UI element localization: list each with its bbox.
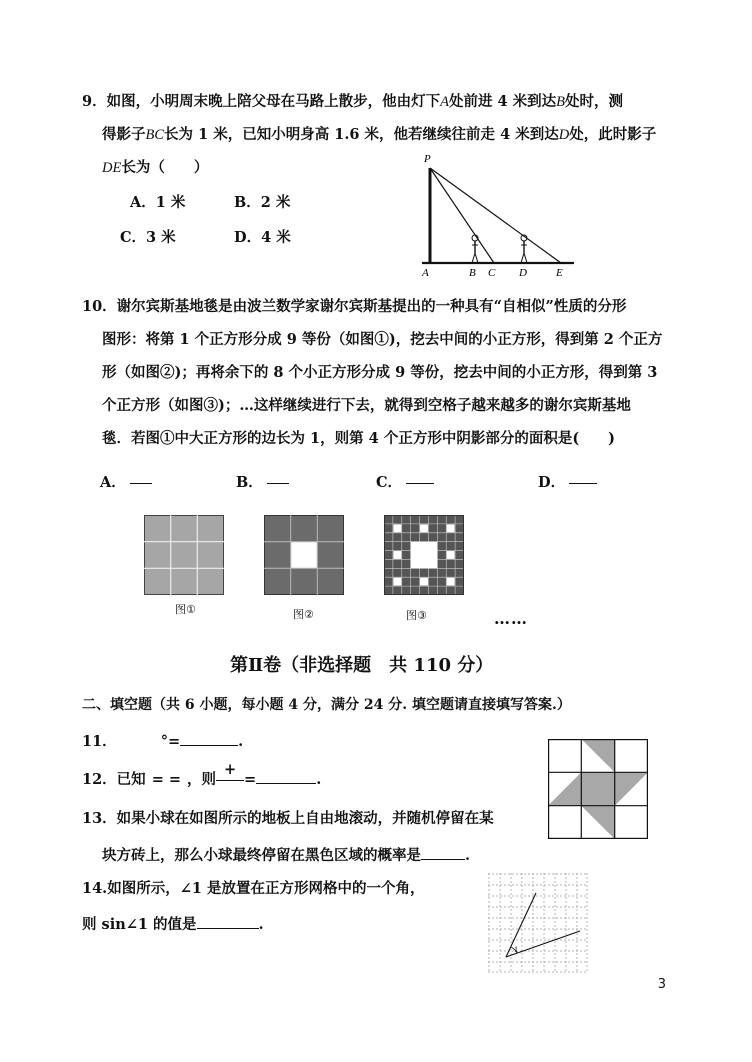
- q10-option-d-fraction: [569, 483, 597, 484]
- floor-tiles-figure: [548, 739, 648, 839]
- shaded-tile-center: [581, 772, 614, 805]
- section-2-title: 第Ⅱ卷（非选择题 共 110 分）: [230, 655, 494, 676]
- q9-fig-label-e: E: [556, 267, 563, 279]
- q14-answer-blank[interactable]: [197, 914, 259, 929]
- q10-option-b-fraction: [267, 483, 289, 484]
- figure-1-caption: 图①: [175, 603, 196, 616]
- q11-answer-blank[interactable]: [180, 731, 238, 746]
- q10-option-b-label: B．: [236, 474, 263, 491]
- q14-end: .: [258, 916, 264, 933]
- q11-label: 11．: [82, 733, 117, 750]
- sierpinski-figure-3: [384, 515, 464, 595]
- q10-option-c-fraction: [406, 483, 434, 484]
- q11: [82, 731, 243, 751]
- q10-line3: 形（如图②)；再将余下的 8 个小正方形分成 9 等份，挖去中间的小正方形，得到第 3: [102, 364, 658, 381]
- shaded-tile-4: [548, 772, 581, 805]
- q12-eq: =: [244, 771, 257, 788]
- q12: [82, 760, 322, 789]
- q9-line1: [82, 93, 623, 111]
- figure-3-caption: 图③: [406, 609, 427, 622]
- angle-grid-figure: [488, 873, 588, 973]
- q13-line1: 13．如果小球在如图所示的地板上自由地滚动，并随机停留在某: [82, 810, 494, 827]
- q9-text-1b: 处前进 4 米到达: [448, 93, 557, 110]
- q10-option-a: [100, 474, 152, 492]
- q9-option-b: B．2 米: [234, 194, 291, 211]
- q10-option-b: [236, 474, 289, 492]
- q13-end: .: [465, 847, 471, 864]
- q10-line1: 10．谢尔宾斯基地毯是由波兰数学家谢尔宾斯基提出的一种具有“自相似”性质的分形: [82, 298, 627, 315]
- angle-ray-1: [506, 893, 536, 957]
- q9-segment-de: DE: [102, 160, 122, 176]
- q12-then: ，则: [187, 771, 217, 788]
- q11-end: .: [238, 733, 244, 750]
- angle-label: 1: [514, 945, 518, 954]
- sierpinski-figure-1: [144, 515, 224, 595]
- q13-answer-blank[interactable]: [421, 845, 465, 860]
- q9-point-b: B: [556, 94, 565, 110]
- q10-option-c: [376, 474, 434, 492]
- figure-2-caption: 图②: [293, 608, 314, 621]
- q9-segment-bc: BC: [145, 127, 165, 143]
- q9-point-a: A: [440, 94, 449, 110]
- q10-line4: 个正方形（如图③)；…这样继续进行下去，就得到空格子越来越多的谢尔宾斯基地: [102, 397, 631, 414]
- q9-option-d: D．4 米: [234, 229, 291, 246]
- fill-blank-heading: 二、填空题（共 6 小题，每小题 4 分，满分 24 分. 填空题请直接填写答案.）: [82, 697, 571, 713]
- light-ray-c: [430, 168, 494, 263]
- q12-end: .: [316, 771, 322, 788]
- q9-fig-label-a: A: [422, 267, 429, 279]
- q9-text-1: 9．如图，小明周末晚上陪父母在马路上散步，他由灯下: [82, 93, 441, 110]
- sierpinski-figure-2: [264, 515, 344, 595]
- q14-line2: [82, 914, 264, 934]
- q9-fig-label-d: D: [519, 267, 527, 279]
- q10-option-d: [538, 474, 597, 492]
- q9-option-c: C．3 米: [120, 229, 176, 246]
- q9-lamp-figure: [418, 150, 578, 280]
- light-ray-e: [430, 168, 561, 263]
- shaded-tile-2: [615, 772, 648, 805]
- q9-point-d: D: [558, 127, 570, 143]
- shaded-tile-3: [581, 806, 614, 839]
- page-number: 3: [657, 977, 666, 992]
- q10-line5: 毯．若图①中大正方形的边长为 1，则第 4 个正方形中阴影部分的面积是( ): [102, 430, 616, 447]
- q12-answer-blank[interactable]: [256, 769, 316, 784]
- q12-label: 12．已知: [82, 771, 146, 788]
- q10-ellipsis: ……: [494, 609, 528, 628]
- q9-text-2c: 处，此时影子: [569, 126, 657, 143]
- shaded-tile-1: [581, 739, 614, 772]
- q10-option-d-label: D．: [538, 474, 566, 491]
- q12-fraction-bar: [216, 760, 244, 781]
- person-at-b: [472, 235, 478, 263]
- q10-option-a-label: A．: [100, 474, 126, 491]
- q13-line2: [102, 845, 470, 865]
- q12-plus: +: [224, 760, 237, 778]
- q9-text-1c: 处时，测: [565, 93, 623, 110]
- q12-ratio: = =: [151, 771, 182, 788]
- q9-option-a: A．1 米: [130, 194, 186, 211]
- q9-text-2a: 得影子: [102, 126, 146, 143]
- q10-option-c-label: C．: [376, 474, 403, 491]
- person-at-d: [521, 235, 527, 263]
- q9-text-3: 长为（ ）: [121, 159, 209, 176]
- q14-line1: 14.如图所示，∠1 是放置在正方形网格中的一个角，: [82, 880, 425, 897]
- q9-line3: [102, 159, 208, 177]
- q9-text-2b: 长为 1 米，已知小明身高 1.6 米，他若继续往前走 4 米到达: [164, 126, 559, 143]
- q9-fig-label-p: P: [424, 153, 431, 165]
- q11-degree-eq: °=: [160, 733, 181, 750]
- q10-option-a-fraction: [130, 483, 152, 484]
- q9-fig-label-c: C: [488, 267, 496, 279]
- q14-text: 则 sin∠1 的值是: [82, 916, 197, 933]
- q13-text: 块方砖上，那么小球最终停留在黑色区域的概率是: [102, 847, 421, 864]
- q9-fig-label-b: B: [469, 267, 476, 279]
- q9-line2: [102, 126, 656, 144]
- q10-line2: 图形：将第 1 个正方形分成 9 等份（如图①)，挖去中间的小正方形，得到第 2 个正方: [102, 331, 663, 348]
